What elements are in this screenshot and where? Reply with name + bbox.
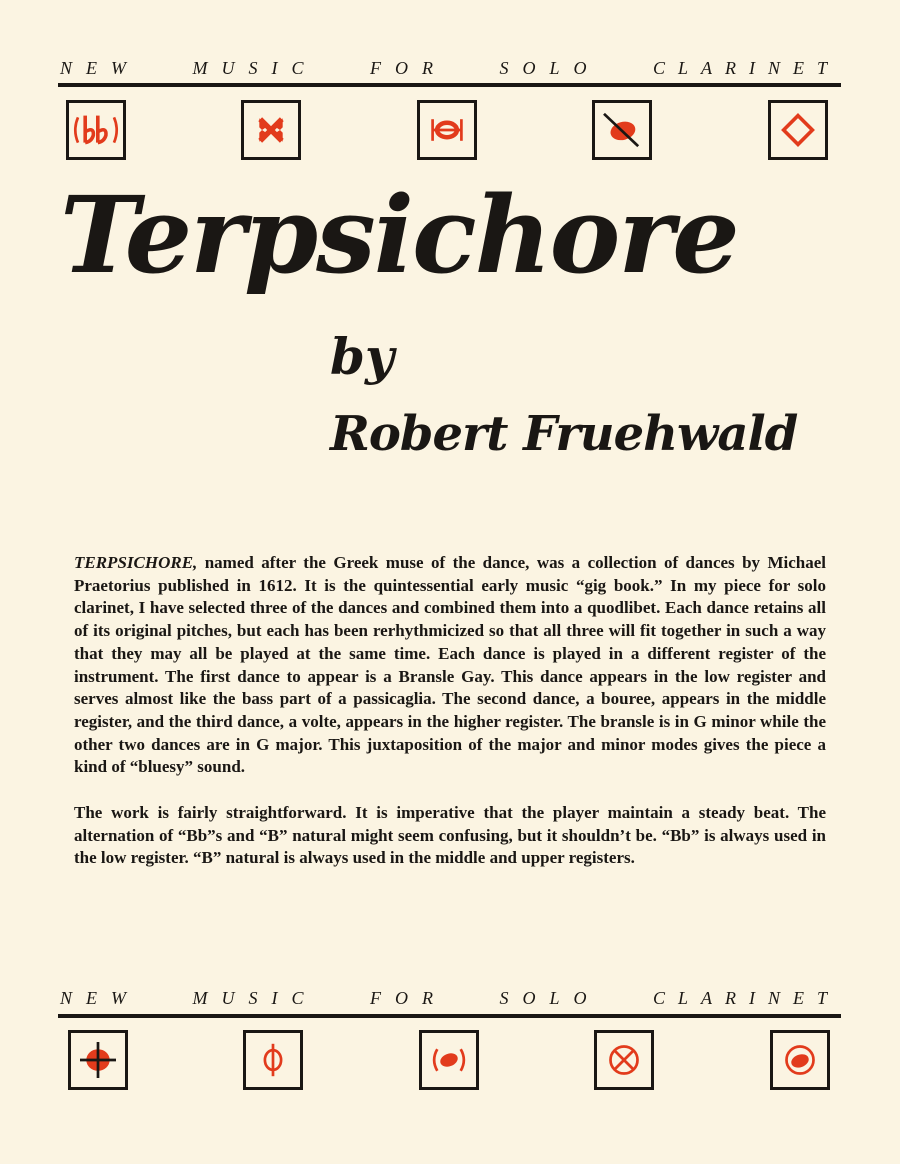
series-word: FOR: [369, 58, 447, 78]
series-word: MUSIC: [192, 988, 318, 1008]
description-paragraph-1: [74, 552, 826, 779]
bracketed-notehead-icon: [417, 100, 477, 160]
series-word: NEW: [60, 58, 140, 78]
description: [74, 552, 826, 893]
series-word: SOLO: [499, 58, 601, 78]
diamond-notehead-icon: [768, 100, 828, 160]
author-name: Robert Fruehwald: [330, 406, 798, 462]
series-word: CLARINET: [652, 58, 840, 78]
header-rule-bottom: [58, 1014, 841, 1018]
circled-x-icon: [594, 1030, 654, 1090]
filled-circle-notehead-icon: [770, 1030, 830, 1090]
description-paragraph-2: The work is fairly straightforward. It is imperative that the player maintain a steady beat. The alternation of “Bb”s and “B” natural might seem confusing, but it shouldn’t be. “Bb” is always used in the low register. “B” natural is always used in the middle and upper registers.: [74, 803, 826, 868]
series-header-bottom: [60, 988, 840, 1010]
series-word: FOR: [369, 988, 447, 1008]
header-rule-top: [58, 83, 841, 87]
stemmed-circle-icon: [243, 1030, 303, 1090]
paragraph-1-text: named after the Greek muse of the dance, was a collection of dances by Michael Praetorius published in 1612. It is the quintessential early music “gig book.” In my piece for solo clarinet, I have selected three of the dances and combined them into a quodlibet. Each dance retains all of its original pitches, but each has been rerhythmicized so that all three will fit together in such a way that they may all be played at the same time. Each dance is played in a different register of the instrument. The first dance to appear is a Bransle Gay. This dance appears in the low register and serves almost like the bass part of a passicaglia. The second dance, a bouree, appears in the middle register, and the third dance, a volte, appears in the higher register. The bransle is in G minor while the other two dances are in G major. This juxtaposition of the major and minor modes gives the piece a kind of “bluesy” sound.: [74, 553, 826, 777]
byline-by: by: [330, 327, 395, 386]
series-word: CLARINET: [652, 988, 840, 1008]
lead-title: TERPSICHORE,: [74, 553, 198, 572]
series-word: MUSIC: [192, 58, 318, 78]
parenthesized-notehead-icon: [419, 1030, 479, 1090]
slashed-notehead-icon: [592, 100, 652, 160]
series-header-top: [60, 58, 840, 80]
series-word: SOLO: [499, 988, 601, 1008]
double-flat-icon: [66, 100, 126, 160]
page-title: Terpsichore: [60, 172, 738, 297]
x-notehead-icon: [241, 100, 301, 160]
crosshair-notehead-icon: [68, 1030, 128, 1090]
series-word: NEW: [60, 988, 140, 1008]
